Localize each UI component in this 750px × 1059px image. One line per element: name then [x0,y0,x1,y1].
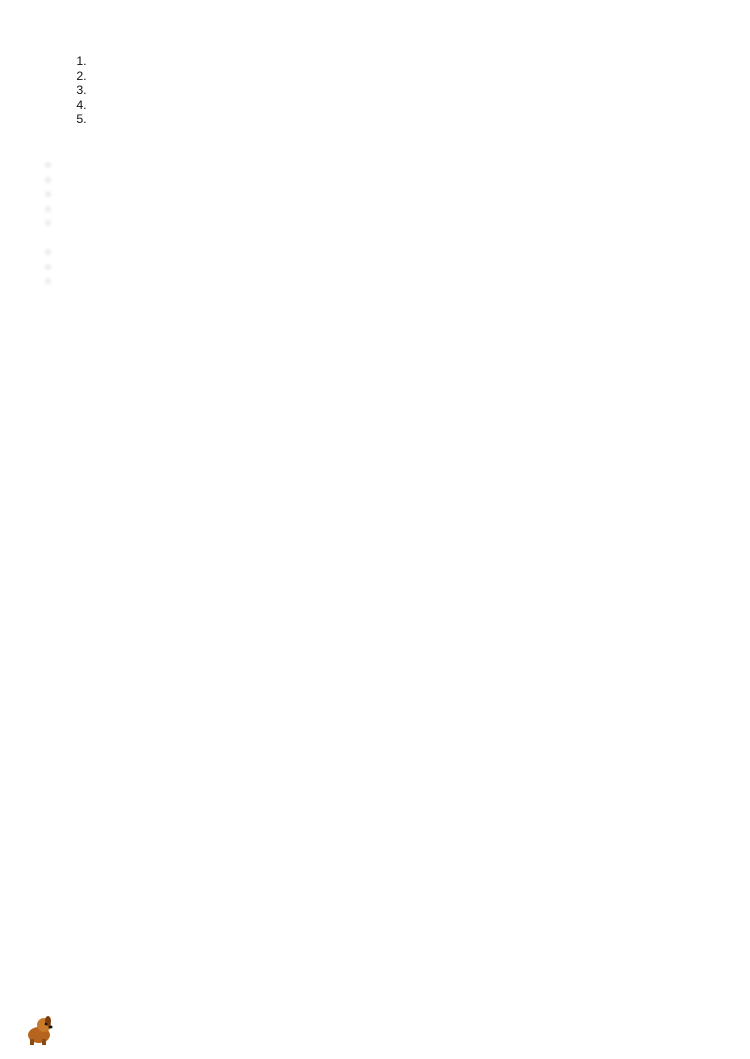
step [90,54,706,69]
cell [46,186,378,201]
extern-row [46,201,706,216]
unidog-logo[interactable] [22,1012,60,1052]
extern-row [46,215,706,230]
blurred-section-freistellung [46,157,706,302]
intern-row [46,172,706,187]
cell [46,157,378,172]
step [90,98,706,113]
fehler-item [46,141,706,149]
cell [46,215,68,230]
ursachen-row [46,244,706,259]
cell [46,201,378,216]
ursachen-row [46,273,706,288]
cell [46,259,378,274]
verwaltung-second [46,302,706,309]
step [90,69,706,84]
cell [46,172,378,187]
step [90,112,706,127]
cell [46,244,378,259]
document-page [46,40,706,309]
fehler-list [46,141,706,149]
extern-row [46,186,706,201]
beurteilung-steps [46,54,706,127]
step [90,83,706,98]
cell [46,273,378,288]
ursachen-row [46,259,706,274]
dog-icon [22,1013,56,1052]
intern-row [46,157,706,172]
